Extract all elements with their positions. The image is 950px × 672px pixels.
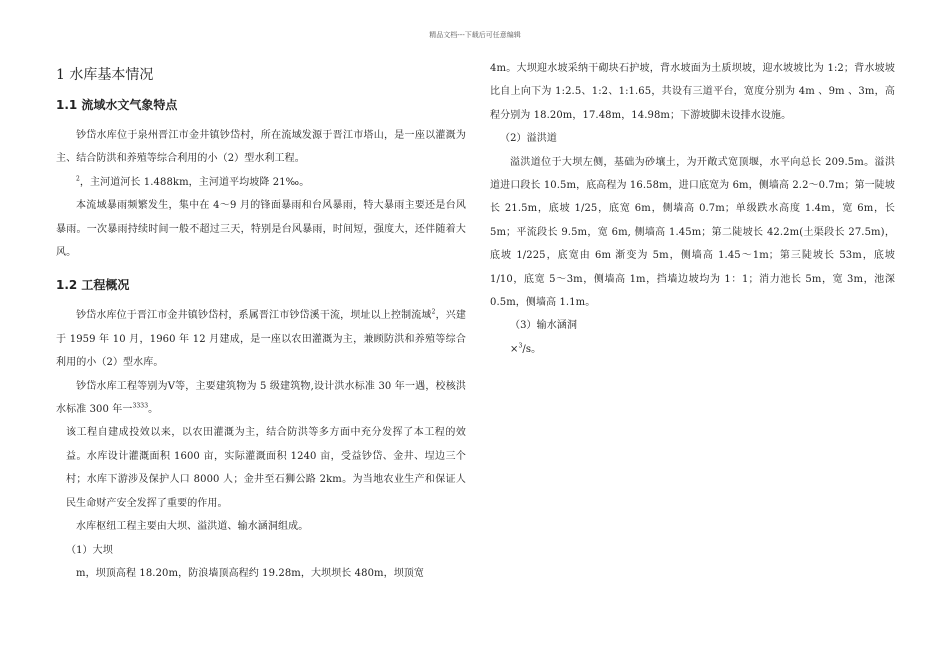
section-1-1-paragraph-1: 钞岱水库位于泉州晋江市金井镇钞岱村，所在流域发源于晋江市塔山，是一座以灌溉为主、结合防洪和养殖等综合利用的小（2）型水利工程。 [56, 130, 466, 165]
superscript: 3 [518, 342, 523, 350]
item-1-text: m，坝顶高程 18.20m，防浪墙顶高程约 19.28m，大坝坝长 480m，坝顶宽 [76, 567, 425, 579]
item-1-heading: （1）大坝 [66, 544, 113, 556]
section-1-1-paragraph-2 [56, 171, 466, 194]
section-1-2-paragraph-4: 水库枢纽工程主要由大坝、溢洪道、输水涵洞组成。 [76, 521, 309, 533]
superscript: 3333 [132, 402, 149, 410]
spillway-description: 溢洪道位于大坝左侧，基础为砂壤土，为开敞式宽顶堰，水平向总长 209.5m。溢洪道进口段长 10.5m，底高程为 16.58m，进口底宽为 6m，侧墙高 2.2～0.7m；第一陡坡长 21.5m，底坡 1/25，底宽 6m，侧墙高 0.7m；单级跌水高度 1.4m，宽 6m，长 5m；平流段长 9.5m，宽 6m, 侧墙高 1.45m；第二陡坡长 42.2m(土渠段长 27.5m)，底坡 1/225，底宽由 6m 渐变为 5m，侧墙高 1.45～1m；第三陡坡长 53m，底坡 1/10，底宽 5～3m，侧墙高 1m，挡墙边坡均为 1：1；消力池长 5m，宽 3m，池深 0.5m，侧墙高 1.1m。 [490, 156, 895, 309]
section-1-1-title: 1.1 流域水文气象特点 [56, 98, 178, 112]
section-1-2-title: 1.2 工程概况 [56, 278, 130, 293]
item-2-heading: （2）溢洪道 [500, 133, 557, 145]
paragraph-text: × [510, 343, 519, 355]
right-column [490, 57, 895, 361]
paragraph-text: 。 [148, 404, 159, 416]
paragraph-text: 钞岱水库位于晋江市金井镇钞岱村，系属晋江市钞岱溪干流，坝址以上控制流域 [76, 310, 432, 322]
paragraph-text: ，主河道河长 1.488km，主河道平均坡降 21‰。 [79, 176, 310, 188]
dam-description: 4m。大坝迎水坡采纳干砌块石护坡，背水坡面为土质坝坡，迎水坡坡比为 1:2；背水坡坡比自上向下为 1:2.5、1:2、1:1.65，共设有三道平台，宽度分别为 4m 、9m 、3m，高程分别为 18.20m，17.48m，14.98m；下游坡脚未设排水设施。 [490, 63, 895, 121]
section-1-2-paragraph-3: 该工程自建成投效以来，以农田灌溉为主，结合防洪等多方面中充分发挥了本工程的效益。水库设计灌溉面积 1600 亩，实际灌溉面积 1240 亩，受益钞岱、金井、埕边三个村；水库下游涉及保护人口 8000 人；金井至石狮公路 2km。为当地农业生产和保证人民生命财产安全发挥了重要的作用。 [66, 427, 466, 509]
paragraph-text: 钞岱水库工程等别为Ⅴ等，主要建筑物为 5 级建筑物,设计洪水标准 30 年一遇，校核洪水标准 300 年一 [56, 380, 466, 416]
culvert-description [490, 338, 895, 361]
left-column [56, 60, 466, 585]
chapter-title: 1 水库基本情况 [56, 67, 154, 83]
item-3-heading: （3）输水涵洞 [510, 320, 578, 332]
section-1-2-paragraph-1 [56, 304, 466, 374]
paragraph-text: ，兴建于 1959 年 10 月，1960 年 12 月建成，是一座以农田灌溉为主，兼顾防洪和养殖等综合利用的小（2）型水库。 [56, 310, 466, 369]
page-header: 精品文档---下载后可任意编辑 [429, 31, 521, 39]
section-1-2-paragraph-2 [56, 375, 466, 422]
paragraph-text: /s。 [522, 343, 542, 355]
superscript: 2 [76, 175, 80, 183]
section-1-1-paragraph-3: 本流域暴雨频繁发生，集中在 4～9 月的锋面暴雨和台风暴雨，特大暴雨主要还是台风暴雨。一次暴雨持续时间一般不超过三天，特别是台风暴雨，时间短，强度大，还伴随着大风。 [56, 200, 466, 259]
superscript: 2 [431, 309, 436, 317]
